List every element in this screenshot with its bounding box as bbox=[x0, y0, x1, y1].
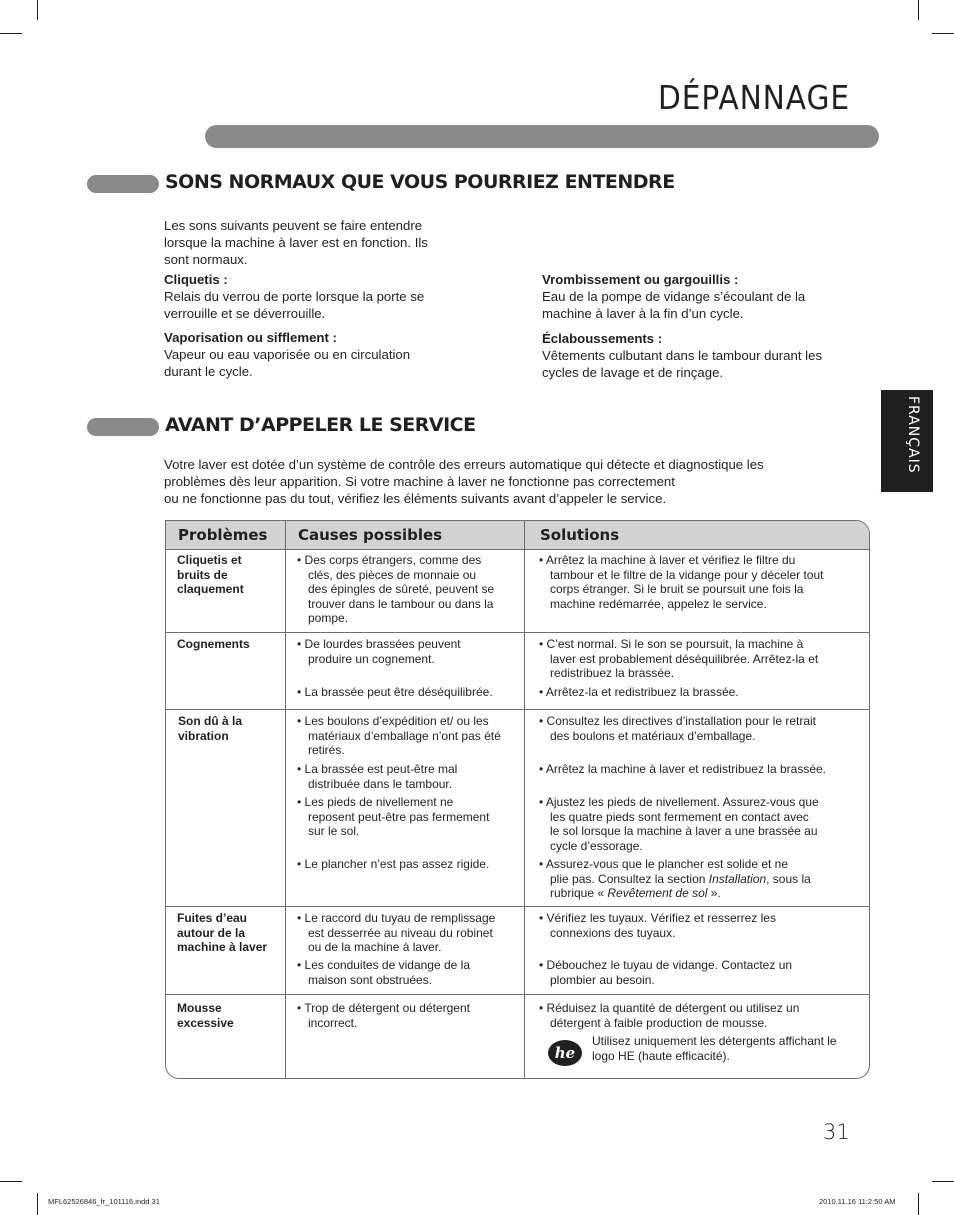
sound-item-vaporisation: Vaporisation ou sifflement : Vapeur ou eau vaporisée ou en circulation durant le cycle. bbox=[164, 330, 411, 379]
footer-timestamp: 2010.11.16 11:2:50 AM bbox=[819, 1197, 896, 1206]
he-note: Utilisez uniquement les détergents affichant le logo HE (haute efficacité). bbox=[592, 1034, 837, 1063]
section-marker bbox=[87, 175, 159, 193]
cause-item: • Des corps étrangers, comme des clés, des pièces de monnaie ou des épingles de sûreté, peuvent se trouver dans le tambour ou dans la pompe. bbox=[297, 553, 495, 625]
crop-mark bbox=[0, 33, 22, 34]
table-row-problem: Son dû à la vibration bbox=[178, 714, 243, 743]
language-tab-label: FRANÇAIS bbox=[905, 396, 921, 474]
table-row-problem: Fuites d’eau autour de la machine à laver bbox=[177, 911, 268, 954]
sound-item-vrombissement: Vrombissement ou gargouillis : Eau de la pompe de vidange s’écoulant de la machine à laver à la fin d’un cycle. bbox=[542, 272, 806, 321]
header-solutions: Solutions bbox=[540, 526, 620, 544]
table-header bbox=[166, 521, 869, 549]
section1-intro: Les sons suivants peuvent se faire entendre lorsque la machine à laver est en fonction. Ils sont normaux. bbox=[164, 218, 428, 267]
solution-item: • Réduisez la quantité de détergent ou utilisez un détergent à faible production de mousse. bbox=[539, 1001, 800, 1030]
page-number: 31 bbox=[823, 1120, 850, 1144]
crop-mark bbox=[932, 1181, 954, 1182]
table-row-problem: Cognements bbox=[177, 637, 250, 651]
table-row-problem: Mousse excessive bbox=[177, 1001, 234, 1030]
troubleshooting-table bbox=[165, 520, 870, 1079]
crop-mark bbox=[0, 1181, 22, 1182]
crop-mark bbox=[918, 0, 919, 20]
cause-item: • Les pieds de nivellement ne reposent peut-être pas fermement sur le sol. bbox=[297, 795, 490, 838]
solution-item: • Vérifiez les tuyaux. Vérifiez et resserrez les connexions des tuyaux. bbox=[539, 911, 776, 940]
header-causes: Causes possibles bbox=[298, 526, 443, 544]
cause-item: • Le plancher n’est pas assez rigide. bbox=[297, 857, 490, 871]
row-divider bbox=[166, 994, 869, 995]
solution-item: • Ajustez les pieds de nivellement. Assurez-vous que les quatre pieds sont fermement en contact avec le sol lorsque la machine à laver a une brassée au cycle d’essorage. bbox=[539, 795, 819, 853]
section2-intro: Votre laver est dotée d’un système de contrôle des erreurs automatique qui détecte et diagnostique les problèmes dès leur apparition. Si votre machine à laver ne fonctionne pas correctement ou ne fonctionne pas du tout, vérifiez les éléments suivants avant d’appeler le service. bbox=[164, 457, 764, 506]
solution-item: • C’est normal. Si le son se poursuit, la machine à laver est probablement déséquilibrée. Arrêtez-la et redistribuez la brassée. bbox=[539, 637, 819, 680]
footer-file-info: MFL62526846_fr_101116.indd 31 bbox=[48, 1197, 160, 1206]
crop-mark bbox=[37, 1193, 38, 1215]
crop-mark bbox=[932, 33, 954, 34]
solution-item: • Débouchez le tuyau de vidange. Contactez un plombier au besoin. bbox=[539, 958, 793, 987]
cause-item: • Les conduites de vidange de la maison sont obstruées. bbox=[297, 958, 470, 987]
page-title: DÉPANNAGE bbox=[658, 78, 851, 117]
solution-item: • Arrêtez la machine à laver et redistribuez la brassée. bbox=[539, 762, 827, 776]
table-row-problem: Cliquetis et bruits de claquement bbox=[177, 553, 244, 596]
row-divider bbox=[166, 632, 869, 633]
row-divider bbox=[166, 709, 869, 710]
solution-item: • Consultez les directives d’installation pour le retrait des boulons et matériaux d’emballage. bbox=[539, 714, 816, 743]
solution-item: • Arrêtez-la et redistribuez la brassée. bbox=[539, 685, 739, 699]
cause-item: • De lourdes brassées peuvent produire un cognement. bbox=[297, 637, 461, 666]
he-logo-text: he bbox=[554, 1044, 576, 1062]
cause-item: • La brassée peut être déséquilibrée. bbox=[297, 685, 493, 699]
sound-item-eclaboussements: Éclaboussements : Vêtements culbutant dans le tambour durant les cycles de lavage et de rinçage. bbox=[542, 331, 823, 380]
cause-item: • Trop de détergent ou détergent incorrect. bbox=[297, 1001, 470, 1030]
row-divider bbox=[166, 906, 869, 907]
sound-item-cliquetis: Cliquetis : Relais du verrou de porte lorsque la porte se verrouille et se déverrouille. bbox=[164, 272, 425, 321]
he-logo-icon bbox=[547, 1039, 583, 1067]
cause-item: • Les boulons d’expédition et/ ou les matériaux d’emballage n’ont pas été retirés. bbox=[297, 714, 501, 757]
section-marker bbox=[87, 418, 159, 436]
solution-item: • Assurez-vous que le plancher est solide et ne plie pas. Consultez la section Installation, sous la rubrique « Revêtement de sol ». bbox=[539, 857, 811, 900]
solution-item: • Arrêtez la machine à laver et vérifiez le filtre du tambour et le filtre de la vidange pour y déceler tout corps étranger. Si le bruit se poursuit une fois la machine redémarrée, appelez le service. bbox=[539, 553, 824, 611]
title-bar bbox=[205, 125, 879, 148]
language-tab bbox=[881, 390, 933, 492]
section-title-before-service: AVANT D’APPELER LE SERVICE bbox=[165, 414, 476, 436]
header-problems: Problèmes bbox=[178, 526, 268, 544]
cause-item: • Le raccord du tuyau de remplissage est desserrée au niveau du robinet ou de la machine à laver. bbox=[297, 911, 496, 954]
crop-mark bbox=[37, 0, 38, 20]
cause-item: • La brassée est peut-être mal distribuée dans le tambour. bbox=[297, 762, 458, 791]
section-title-normal-sounds: SONS NORMAUX QUE VOUS POURRIEZ ENTENDRE bbox=[165, 171, 675, 193]
row-divider bbox=[166, 549, 869, 550]
crop-mark bbox=[918, 1193, 919, 1215]
